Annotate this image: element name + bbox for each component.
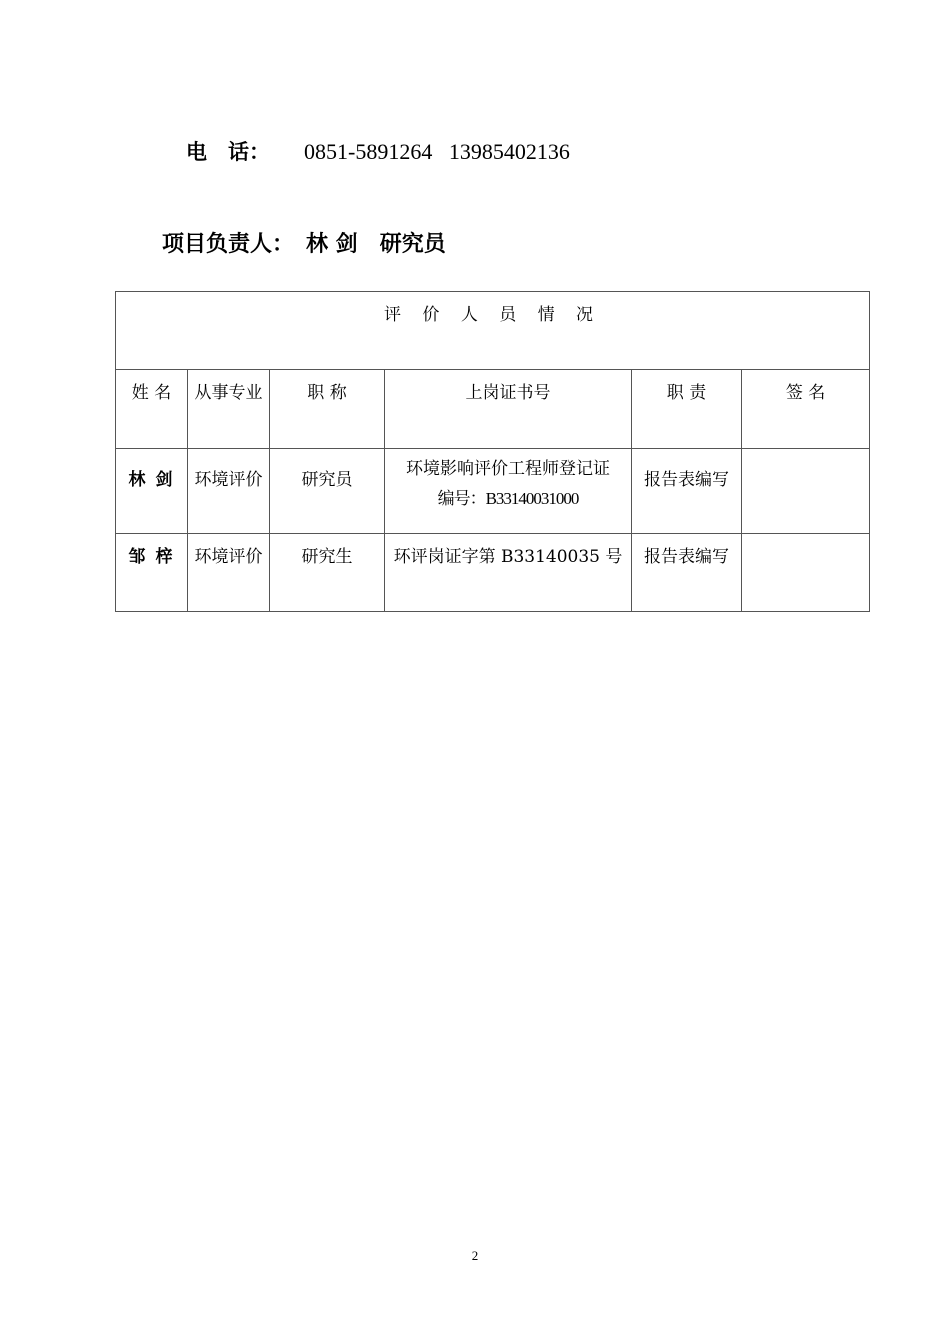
- staff-name: 邹 梓: [116, 534, 188, 612]
- header-duty: 职 责: [632, 370, 742, 449]
- table-title: 评 价 人 员 情 况: [116, 292, 870, 370]
- staff-title: 研究员: [270, 449, 385, 534]
- certificate-line-2: 编号：B33140031000: [437, 489, 579, 508]
- header-certificate: 上岗证书号: [385, 370, 632, 449]
- table-row: [116, 449, 870, 534]
- staff-specialty: 环境评价: [188, 534, 270, 612]
- header-title: 职 称: [270, 370, 385, 449]
- staff-duty: 报告表编写: [632, 534, 742, 612]
- project-leader-name: 林 剑: [306, 232, 358, 257]
- staff-signature: [742, 449, 870, 534]
- table-row: [116, 534, 870, 612]
- project-leader-line: [162, 229, 446, 261]
- staff-duty: 报告表编写: [632, 449, 742, 534]
- staff-specialty: 环境评价: [188, 449, 270, 534]
- page-number: 2: [471, 1248, 479, 1263]
- staff-certificate: [385, 449, 632, 534]
- staff-signature: [742, 534, 870, 612]
- phone-line: [186, 137, 570, 168]
- table-header-row: [116, 370, 870, 449]
- phone-label: 电 话：: [186, 140, 270, 164]
- certificate-line-1: 环境影响评价工程师登记证: [406, 459, 610, 479]
- evaluation-staff-table: [115, 291, 870, 612]
- header-specialty: 从事专业: [188, 370, 270, 449]
- project-leader-label: 项目负责人：: [162, 232, 295, 257]
- project-leader-title: 研究员: [379, 232, 446, 257]
- header-name: 姓 名: [116, 370, 188, 449]
- staff-title: 研究生: [270, 534, 385, 612]
- staff-certificate: 环评岗证字第 B33140035 号: [385, 534, 632, 612]
- staff-name: 林 剑: [116, 449, 188, 534]
- phone-value: 0851-5891264 13985402136: [304, 139, 570, 164]
- header-signature: 签 名: [742, 370, 870, 449]
